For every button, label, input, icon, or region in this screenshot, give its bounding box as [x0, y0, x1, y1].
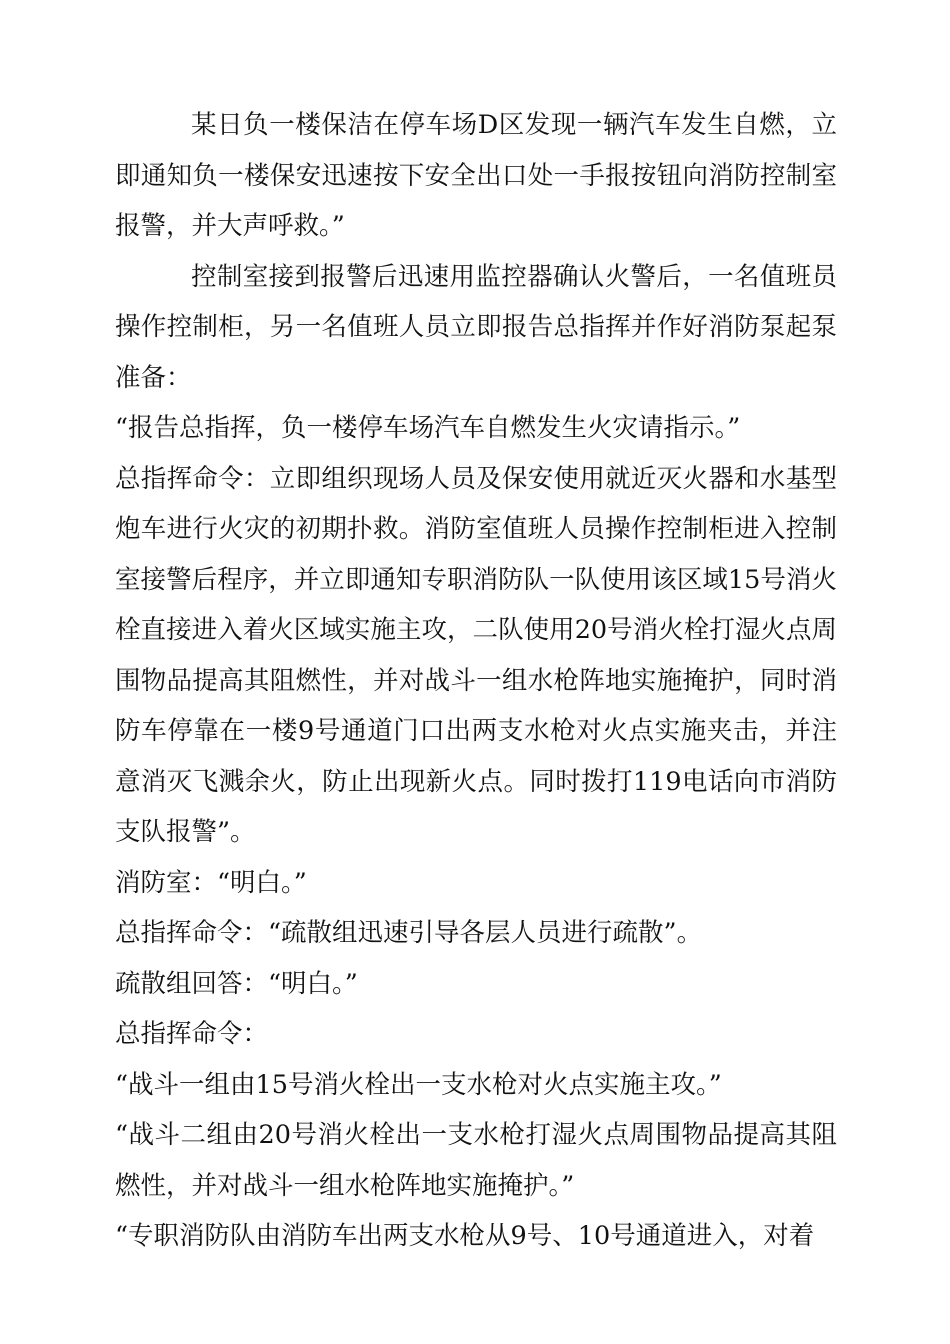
- paragraph-control-room-response: 控制室接到报警后迅速用监控器确认火警后，一名值班员操作控制柜，另一名值班人员立即报告总指挥并作好消防泵起泵准备：: [115, 261, 837, 393]
- document-body: [115, 100, 837, 1262]
- paragraph-commander-order-heading: 总指挥命令：: [115, 1019, 269, 1049]
- paragraph-fire-room-reply: 消防室：“明白。”: [115, 867, 307, 898]
- paragraph-commander-order: 总指挥命令：立即组织现场人员及保安使用就近灭火器和水基型炮车进行火灾的初期扑救。消防室值班人员操作控制柜进入控制室接警后程序，并立即通知专职消防队一队使用该区域15号消火栓直接进入着火区域实施主攻，二队使用20号消火栓打湿火点周围物品提高其阻燃性，并对战斗一组水枪阵地实施掩护，同时消防车停靠在一楼9号通道门口出两支水枪对火点实施夹击，并注意消灭飞溅余火，防止出现新火点。同时拨打119电话向市消防支队报警”。: [115, 463, 837, 847]
- paragraph-team-two-order: “战斗二组由20号消火栓出一支水枪打湿火点周围物品提高其阻燃性，并对战斗一组水枪阵地实施掩护。”: [115, 1120, 837, 1201]
- paragraph-team-one-order: “战斗一组由15号消火栓出一支水枪对火点实施主攻。”: [115, 1069, 722, 1100]
- paragraph-evacuation-order: 总指挥命令：“疏散组迅速引导各层人员进行疏散”。: [115, 918, 703, 948]
- paragraph-report-to-commander: “报告总指挥，负一楼停车场汽车自燃发生火灾请指示。”: [115, 413, 741, 443]
- paragraph-evacuation-reply: 疏散组回答：“明白。”: [115, 968, 358, 999]
- paragraph-fire-brigade-order: “专职消防队由消防车出两支水枪从9号、10号通道进入，对着: [115, 1221, 815, 1251]
- paragraph-fire-discovery: 某日负一楼保洁在停车场D区发现一辆汽车发生自燃，立即通知负一楼保安迅速按下安全出口处一手报按钮向消防控制室报警，并大声呼救。”: [115, 110, 837, 241]
